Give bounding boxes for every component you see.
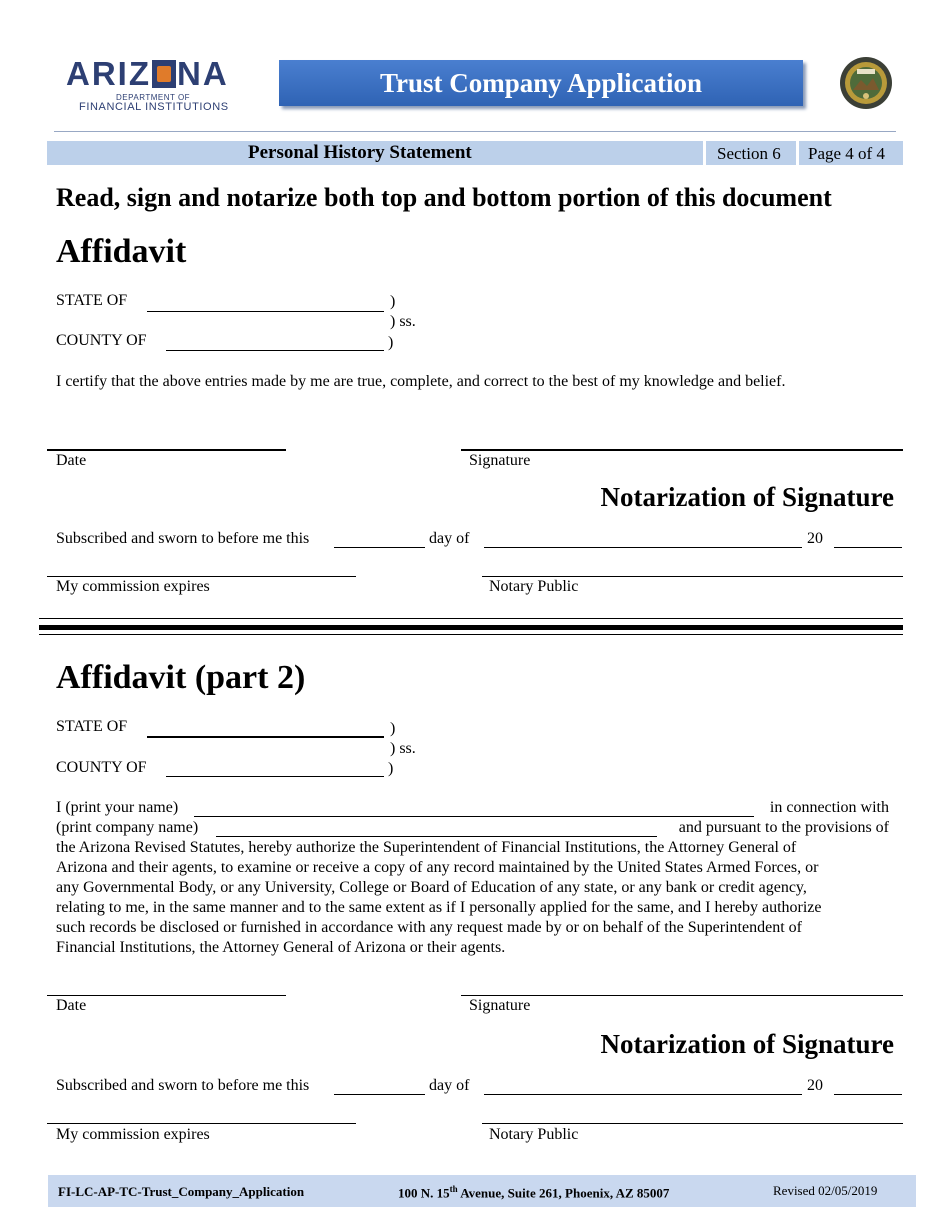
section-number-label: Section 6: [717, 144, 781, 163]
authorization-line-2: Arizona and their agents, to examine or receive a copy of any record maintained by the United States Armed Forces, or: [56, 859, 819, 876]
header-rule: [54, 131, 896, 132]
county-of-field[interactable]: [166, 350, 384, 351]
day-of-label-2: day of: [429, 1077, 470, 1094]
authorization-line-6: Financial Institutions, the Attorney General of Arizona or their agents.: [56, 939, 506, 956]
date-line[interactable]: [47, 449, 286, 451]
state-of-field[interactable]: [147, 311, 384, 312]
in-connection-label: in connection with: [769, 799, 889, 816]
paren-close-4: ): [388, 760, 394, 777]
paren-close-3: ): [390, 720, 396, 737]
year-prefix: 20: [807, 530, 823, 547]
date-line-2[interactable]: [47, 995, 286, 996]
commission-label: My commission expires: [56, 578, 210, 595]
ss-label: ) ss.: [390, 313, 416, 330]
sworn-day-field-2[interactable]: [334, 1094, 425, 1095]
date-label: Date: [56, 452, 87, 469]
logo-fi: FINANCIAL INSTITUTIONS: [79, 101, 229, 113]
footer-address: [398, 1184, 669, 1201]
county-of-field-2[interactable]: [166, 776, 384, 777]
section-title: Personal History Statement: [248, 142, 472, 163]
address-pre: 100 N. 15: [398, 1185, 450, 1201]
commission-label-2: My commission expires: [56, 1126, 210, 1143]
sworn-day-field[interactable]: [334, 547, 425, 548]
sworn-year-field-2[interactable]: [834, 1094, 902, 1095]
notarization-heading-2: Notarization of Signature: [600, 1029, 894, 1059]
affidavit-heading: Affidavit: [56, 233, 187, 270]
print-name-field[interactable]: [194, 816, 754, 817]
paren-close-2: ): [388, 334, 394, 351]
signature-label-2: Signature: [469, 997, 531, 1014]
print-name-label: I (print your name): [56, 799, 179, 816]
signature-label: Signature: [469, 452, 531, 469]
revised-date: Revised 02/05/2019: [773, 1183, 878, 1198]
state-of-label: STATE OF: [56, 292, 128, 309]
notary-line[interactable]: [482, 576, 903, 577]
authorization-line-4: relating to me, in the same manner and to the same extent as if I personally applied for the same, and I hereby authorize: [56, 899, 822, 916]
form-id: FI-LC-AP-TC-Trust_Company_Application: [58, 1184, 305, 1199]
county-of-label: COUNTY OF: [56, 332, 147, 349]
section-separator-bottom: [39, 634, 903, 635]
county-of-label-2: COUNTY OF: [56, 759, 147, 776]
page-number: [799, 141, 903, 165]
sworn-year-field[interactable]: [834, 547, 902, 548]
pursuant-label: and pursuant to the provisions of: [678, 819, 889, 836]
sworn-label-2: Subscribed and sworn to before me this: [56, 1077, 310, 1094]
section-number: [706, 141, 796, 165]
notarization-heading: Notarization of Signature: [600, 482, 894, 512]
address-sup: th: [449, 1184, 458, 1194]
authorization-line-1: the Arizona Revised Statutes, hereby authorize the Superintendent of Financial Institutions, the Attorney General of: [56, 839, 797, 856]
authorization-line-5: such records be disclosed or furnished in accordance with any request made by or on behalf of the Superintendent of: [56, 919, 802, 936]
notary-line-2[interactable]: [482, 1123, 903, 1124]
certify-statement: I certify that the above entries made by me are true, complete, and correct to the best of my knowledge and belief.: [56, 373, 786, 390]
notary-label: Notary Public: [489, 578, 579, 595]
state-of-label-2: STATE OF: [56, 718, 128, 735]
section-separator-thick: [39, 625, 903, 630]
year-prefix-2: 20: [807, 1077, 823, 1094]
date-label-2: Date: [56, 997, 87, 1014]
address-post: Avenue, Suite 261, Phoenix, AZ 85007: [457, 1185, 670, 1201]
sworn-label: Subscribed and sworn to before me this: [56, 530, 310, 547]
instruction-heading: Read, sign and notarize both top and bottom portion of this document: [56, 183, 832, 212]
arizona-dfi-logo: [66, 56, 241, 116]
logo-name: ARIZ: [66, 55, 151, 92]
signature-line-2[interactable]: [461, 995, 903, 996]
commission-line[interactable]: [47, 576, 356, 577]
state-of-field-2[interactable]: [147, 736, 384, 738]
logo-dept: DEPARTMENT OF: [116, 93, 191, 102]
arizona-state-icon: [152, 60, 176, 88]
ss-label-2: ) ss.: [390, 740, 416, 757]
banner-title: Trust Company Application: [379, 67, 703, 98]
signature-line[interactable]: [461, 449, 903, 451]
sworn-month-field-2[interactable]: [484, 1094, 802, 1095]
print-company-field[interactable]: [216, 836, 657, 837]
authorization-paragraph: [56, 838, 896, 958]
affidavit-part2-heading: Affidavit (part 2): [56, 659, 306, 696]
sworn-month-field[interactable]: [484, 547, 802, 548]
state-seal-icon: [839, 56, 893, 110]
authorization-line-3: any Governmental Body, or any University, College or Board of Education of any state, or any bank or credit agency,: [56, 879, 807, 896]
footer: [48, 1175, 916, 1207]
day-of-label: day of: [429, 530, 470, 547]
paren-close-1: ): [390, 293, 396, 310]
print-company-label: (print company name): [56, 819, 199, 836]
commission-line-2[interactable]: [47, 1123, 356, 1124]
page-number-label: Page 4 of 4: [808, 144, 885, 163]
section-separator: [39, 618, 903, 619]
banner: [279, 60, 803, 106]
logo-name-end: NA: [177, 55, 229, 92]
notary-label-2: Notary Public: [489, 1126, 579, 1143]
